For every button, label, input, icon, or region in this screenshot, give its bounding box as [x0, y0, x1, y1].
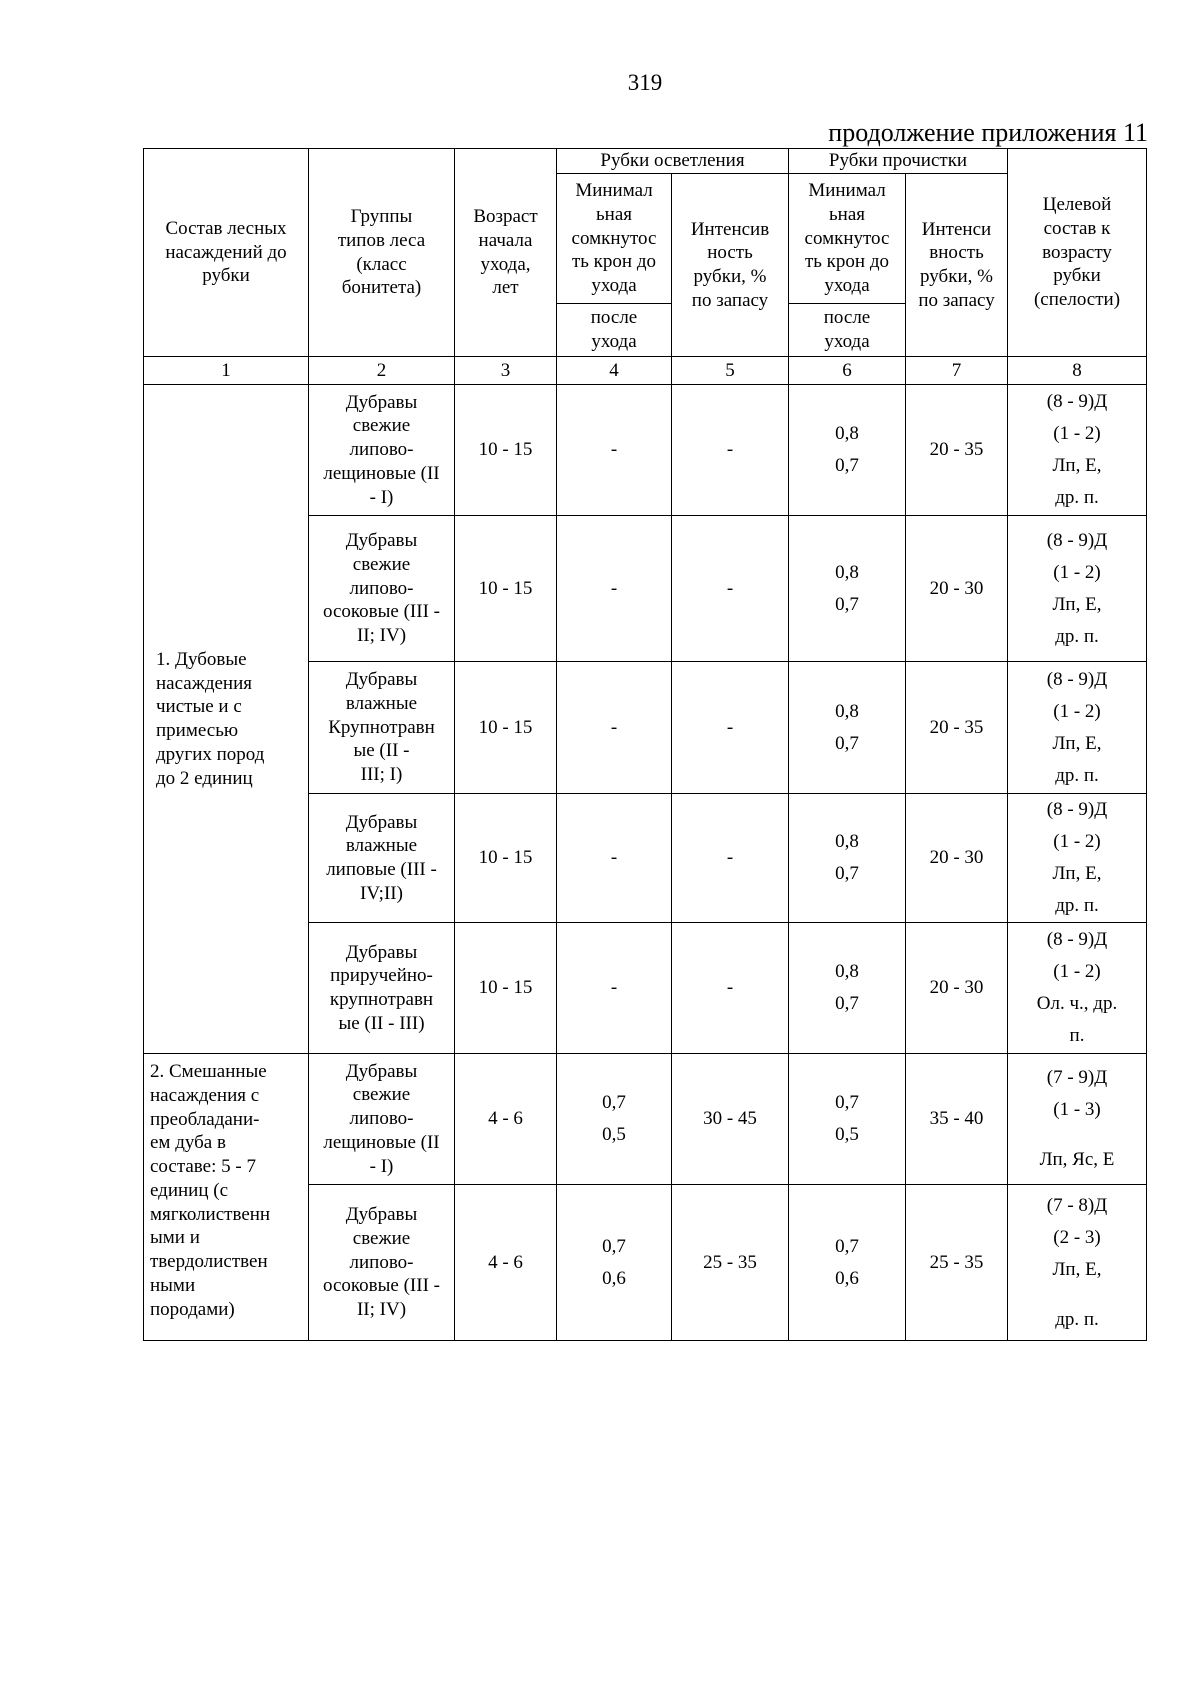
- clearing-density-cell: [557, 1185, 672, 1341]
- header-text: Интенси: [921, 218, 992, 240]
- target-text: Ол. ч., др.: [1036, 993, 1118, 1014]
- cleaning-intensity-cell: 20 - 35: [906, 662, 1008, 794]
- age-cell: 4 - 6: [455, 1185, 557, 1341]
- composition-cell: [144, 385, 309, 1054]
- target-text: Лп, Е,: [1052, 863, 1102, 884]
- target-text: др. п.: [1055, 487, 1099, 508]
- clearing-intensity-cell: -: [672, 923, 789, 1054]
- density-value: 0,7: [602, 1092, 626, 1113]
- clearing-intensity-cell: -: [672, 662, 789, 794]
- clearing-density-cell: -: [557, 662, 672, 794]
- age-cell: 10 - 15: [455, 923, 557, 1054]
- target-text: Лп, Е,: [1052, 1258, 1102, 1280]
- forest-type-text: II; IV): [356, 1299, 407, 1321]
- header-text: ть крон до: [571, 251, 657, 273]
- continuation-heading: продолжение приложения 11: [828, 118, 1148, 147]
- header-text: ухода: [824, 275, 870, 297]
- header-text: ьная: [595, 203, 632, 225]
- clearing-density-cell: -: [557, 385, 672, 516]
- composition-text: 1. Дубовые: [156, 648, 247, 670]
- header-text: бонитета): [341, 277, 422, 299]
- header-row-groups: [144, 149, 1147, 174]
- forest-type-text: крупнотравн: [329, 989, 434, 1010]
- target-text: (8 - 9)Д: [1046, 668, 1108, 690]
- forest-type-text: Дубравы: [345, 941, 418, 963]
- forest-type-text: Дубравы: [345, 530, 418, 552]
- header-text: лет: [492, 277, 519, 299]
- spacer: [1010, 1126, 1144, 1144]
- forest-type-text: липово-: [349, 439, 414, 461]
- header-text: Состав лесных: [165, 217, 287, 239]
- density-value: 0,7: [835, 1235, 859, 1257]
- header-text: типов леса: [337, 229, 426, 251]
- cleaning-density-cell: [789, 1054, 906, 1185]
- density-value: 0,8: [835, 423, 859, 444]
- forest-type-text: Крупнотравн: [328, 716, 435, 738]
- target-composition-cell: [1008, 385, 1147, 516]
- forest-type-text: влажные: [345, 692, 418, 714]
- forest-type-text: - I): [369, 486, 394, 508]
- cleaning-intensity-cell: 35 - 40: [906, 1054, 1008, 1185]
- forest-type-text: лещиновые (II: [323, 462, 440, 484]
- target-text: (2 - 3): [1053, 1226, 1101, 1248]
- column-number-row: [144, 357, 1147, 385]
- header-text: рубки: [1053, 265, 1101, 287]
- density-value: 0,7: [835, 732, 859, 754]
- forest-type-text: липово-: [349, 577, 414, 599]
- header-text: рубки, %: [693, 266, 767, 287]
- density-value: 0,5: [602, 1124, 626, 1145]
- header-text: по запасу: [918, 289, 995, 311]
- target-text: др. п.: [1055, 764, 1099, 786]
- forest-type-text: - I): [369, 1155, 394, 1177]
- header-text: сомкнутос: [571, 227, 657, 249]
- forest-type-text: Дубравы: [345, 669, 418, 691]
- target-composition-cell: [1008, 1185, 1147, 1341]
- header-text: ность: [707, 242, 753, 264]
- header-text: состав к: [1043, 217, 1111, 239]
- header-text: (спелости): [1033, 289, 1121, 311]
- density-value: 0,5: [835, 1124, 859, 1145]
- composition-text: мягколиственн: [150, 1203, 271, 1225]
- forest-type-cell: [309, 1054, 455, 1185]
- forest-type-text: липово-: [349, 1251, 414, 1273]
- forest-type-cell: [309, 516, 455, 662]
- cleaning-density-cell: [789, 662, 906, 794]
- column-number: 2: [309, 357, 455, 385]
- target-text: (1 - 2): [1053, 561, 1101, 583]
- header-text: Интенсив: [690, 218, 770, 240]
- header-clearing-cuttings: Рубки осветления: [557, 149, 789, 174]
- header-text: после: [823, 307, 871, 329]
- age-cell: 10 - 15: [455, 662, 557, 794]
- clearing-density-cell: -: [557, 923, 672, 1054]
- density-value: 0,8: [835, 831, 859, 852]
- forest-type-text: Дубравы: [345, 391, 418, 413]
- forest-type-text: лещиновые (II: [323, 1131, 440, 1153]
- density-value: 0,7: [602, 1235, 626, 1257]
- target-text: п.: [1069, 1025, 1085, 1046]
- forest-type-text: осоковые (III -: [323, 601, 440, 623]
- forest-type-text: III; I): [360, 764, 403, 786]
- density-value: 0,8: [835, 961, 859, 982]
- forest-care-table: [143, 148, 1147, 1341]
- header-text: вность: [929, 242, 984, 264]
- forest-type-text: ые (II - III): [338, 1012, 425, 1034]
- target-text: (1 - 3): [1053, 1099, 1101, 1120]
- header-text: ухода: [591, 275, 637, 297]
- cleaning-density-cell: [789, 794, 906, 923]
- composition-text: других пород: [156, 743, 265, 765]
- header-text: ухода: [824, 331, 870, 352]
- forest-type-text: свежие: [352, 1084, 411, 1106]
- age-cell: 10 - 15: [455, 516, 557, 662]
- target-text: Лп, Яс, Е: [1039, 1149, 1115, 1170]
- composition-text: ыми и: [150, 1227, 200, 1249]
- column-number: 6: [789, 357, 906, 385]
- composition-text: ем дуба в: [150, 1132, 226, 1154]
- clearing-intensity-cell: -: [672, 385, 789, 516]
- forest-type-text: свежие: [352, 1227, 411, 1249]
- forest-type-text: липовые (III -: [326, 859, 437, 880]
- cleaning-intensity-cell: 25 - 35: [906, 1185, 1008, 1341]
- target-text: (8 - 9)Д: [1046, 391, 1108, 412]
- composition-text: насаждения: [156, 672, 253, 694]
- clearing-density-cell: [557, 1054, 672, 1185]
- header-text: после: [590, 307, 638, 329]
- column-number: 4: [557, 357, 672, 385]
- clearing-intensity-cell: 25 - 35: [672, 1185, 789, 1341]
- header-target-composition: [1008, 149, 1147, 357]
- forest-type-text: липово-: [349, 1108, 414, 1130]
- target-composition-cell: [1008, 662, 1147, 794]
- density-value: 0,7: [835, 593, 859, 615]
- header-cleaning-cuttings: Рубки прочистки: [789, 149, 1008, 174]
- cleaning-intensity-cell: 20 - 35: [906, 385, 1008, 516]
- cleaning-intensity-cell: 20 - 30: [906, 516, 1008, 662]
- target-text: (1 - 2): [1053, 423, 1101, 444]
- cleaning-density-cell: [789, 385, 906, 516]
- target-text: (7 - 9)Д: [1046, 1067, 1108, 1088]
- header-text: Возраст: [473, 206, 538, 227]
- cleaning-intensity-cell: 20 - 30: [906, 794, 1008, 923]
- density-value: 0,8: [835, 700, 859, 722]
- column-number: 7: [906, 357, 1008, 385]
- forest-type-cell: [309, 1185, 455, 1341]
- header-composition: [144, 149, 309, 357]
- forest-type-text: II; IV): [356, 625, 407, 647]
- forest-type-text: осоковые (III -: [323, 1275, 440, 1297]
- header-text: Минимал: [808, 180, 886, 202]
- header-intensity-clearing: [672, 174, 789, 357]
- age-cell: 10 - 15: [455, 794, 557, 923]
- header-min-density-clearing: [557, 174, 672, 304]
- target-text: Лп, Е,: [1052, 732, 1102, 754]
- composition-text: составе: 5 - 7: [150, 1156, 256, 1177]
- header-text: ть крон до: [804, 251, 890, 273]
- forest-type-text: Дубравы: [345, 1204, 418, 1226]
- header-text: Минимал: [575, 180, 653, 202]
- age-cell: 4 - 6: [455, 1054, 557, 1185]
- header-text: (класс: [356, 253, 407, 275]
- header-text: ухода,: [480, 253, 531, 275]
- forest-type-cell: [309, 385, 455, 516]
- composition-text: чистые и с: [156, 696, 242, 718]
- header-text: возрасту: [1042, 241, 1112, 263]
- composition-cell: [144, 1054, 309, 1341]
- header-text: рубки: [202, 265, 250, 287]
- target-composition-cell: [1008, 923, 1147, 1054]
- header-start-age: [455, 149, 557, 357]
- forest-type-text: ые (II -: [353, 740, 410, 762]
- clearing-intensity-cell: -: [672, 516, 789, 662]
- target-composition-cell: [1008, 1054, 1147, 1185]
- density-value: 0,7: [835, 993, 859, 1014]
- target-text: (8 - 9)Д: [1046, 799, 1108, 820]
- header-text: начала: [478, 229, 533, 251]
- target-composition-cell: [1008, 516, 1147, 662]
- composition-text: единиц (с: [150, 1179, 229, 1201]
- density-value: 0,6: [835, 1267, 859, 1289]
- age-cell: 10 - 15: [455, 385, 557, 516]
- forest-type-cell: [309, 923, 455, 1054]
- header-text: Целевой: [1042, 194, 1112, 216]
- cleaning-density-cell: [789, 1185, 906, 1341]
- header-min-density-cleaning: [789, 174, 906, 304]
- target-text: (1 - 2): [1053, 961, 1101, 982]
- composition-text: 2. Смешанные: [150, 1061, 267, 1082]
- forest-type-text: свежие: [352, 415, 411, 437]
- forest-type-cell: [309, 794, 455, 923]
- header-text: ухода: [591, 331, 637, 352]
- composition-text: породами): [150, 1298, 235, 1320]
- header-text: рубки, %: [920, 266, 993, 287]
- column-number: 3: [455, 357, 557, 385]
- forest-type-text: Дубравы: [345, 811, 418, 833]
- column-number: 1: [144, 357, 309, 385]
- target-text: (8 - 9)Д: [1046, 929, 1108, 950]
- target-composition-cell: [1008, 794, 1147, 923]
- page-number: 319: [627, 70, 663, 95]
- clearing-intensity-cell: 30 - 45: [672, 1054, 789, 1185]
- composition-text: насаждения с: [150, 1084, 260, 1106]
- header-after-care-clearing: [557, 304, 672, 357]
- forest-type-text: IV;II): [360, 882, 403, 904]
- header-text: Группы: [350, 206, 413, 227]
- header-text: насаждений до: [165, 241, 287, 263]
- density-value: 0,7: [835, 455, 859, 476]
- target-text: др. п.: [1055, 625, 1099, 647]
- header-intensity-cleaning: [906, 174, 1008, 357]
- clearing-density-cell: -: [557, 794, 672, 923]
- header-text: по запасу: [691, 289, 769, 311]
- table-row: [144, 1054, 1147, 1185]
- target-text: (1 - 2): [1053, 700, 1101, 722]
- header-after-care-cleaning: [789, 304, 906, 357]
- forest-type-text: приручейно-: [330, 965, 433, 987]
- composition-text: ными: [150, 1274, 196, 1296]
- composition-text: преобладани-: [150, 1108, 260, 1130]
- forest-type-text: Дубравы: [345, 1060, 418, 1082]
- density-value: 0,8: [835, 561, 859, 583]
- header-forest-types: [309, 149, 455, 357]
- target-text: др. п.: [1055, 895, 1099, 916]
- target-text: др. п.: [1055, 1308, 1099, 1330]
- target-text: (8 - 9)Д: [1046, 529, 1108, 551]
- target-text: (7 - 8)Д: [1046, 1194, 1108, 1216]
- target-text: Лп, Е,: [1052, 455, 1102, 476]
- composition-text: твердолиствен: [150, 1251, 268, 1272]
- table-row: [144, 385, 1147, 516]
- spacer: [1010, 1286, 1144, 1304]
- header-text: ьная: [828, 203, 865, 225]
- column-number: 8: [1008, 357, 1147, 385]
- density-value: 0,6: [602, 1267, 626, 1289]
- forest-type-cell: [309, 662, 455, 794]
- density-value: 0,7: [835, 1092, 859, 1113]
- forest-type-text: влажные: [345, 835, 418, 857]
- target-text: (1 - 2): [1053, 831, 1101, 852]
- clearing-intensity-cell: -: [672, 794, 789, 923]
- clearing-density-cell: -: [557, 516, 672, 662]
- composition-text: примесью: [156, 720, 239, 741]
- density-value: 0,7: [835, 863, 859, 884]
- cleaning-density-cell: [789, 516, 906, 662]
- cleaning-intensity-cell: 20 - 30: [906, 923, 1008, 1054]
- column-number: 5: [672, 357, 789, 385]
- composition-text: до 2 единиц: [156, 767, 253, 789]
- header-text: сомкнутос: [804, 227, 890, 249]
- cleaning-density-cell: [789, 923, 906, 1054]
- forest-type-text: свежие: [352, 553, 411, 575]
- target-text: Лп, Е,: [1052, 593, 1102, 615]
